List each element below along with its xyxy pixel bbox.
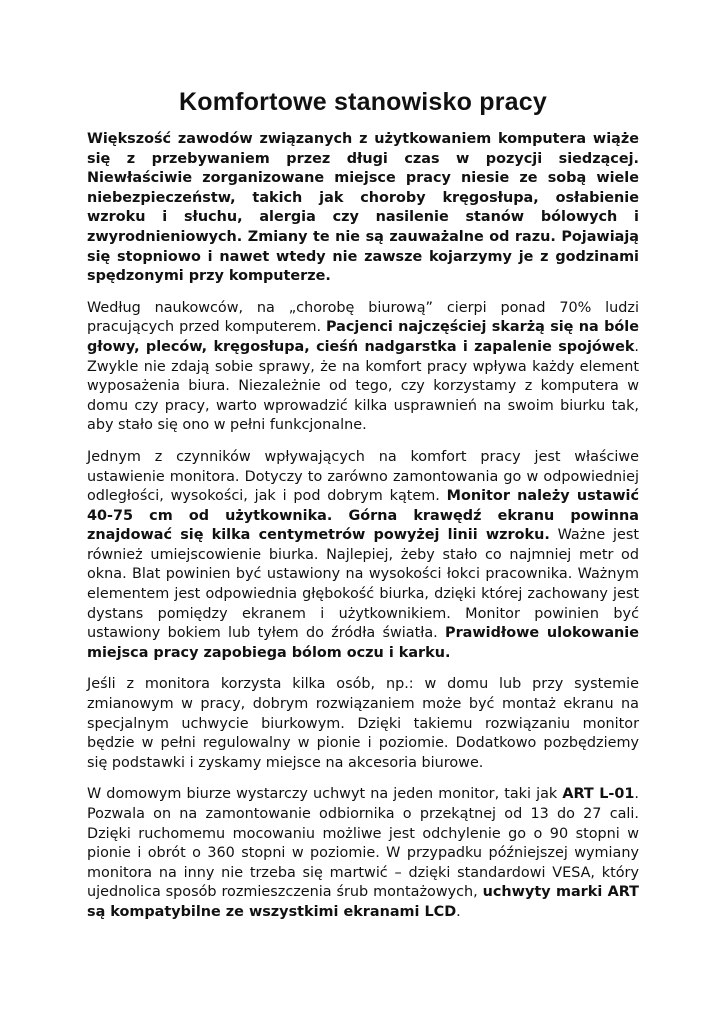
product-name: ART L-01	[562, 786, 635, 803]
paragraph-text: W domowym biurze wystarczy uchwyt na jeden monitor, taki jak	[87, 786, 563, 803]
paragraph-text: . Pozwala on na zamontowanie odbiornika o przekątnej od 13 do 27 cali. Dzięki ruchomemu mocowaniu możliwe jest odchylenie go o 90 stopni w pionie i obrót o 360 stopni w poziomie. W przypadku późniejszej wymiany monitora na inny nie trzeba się martwić – dzięki standardowi VESA, który ujednolica sposób rozmieszczenia śrub montażowych,	[87, 786, 639, 901]
paragraph-bold-text: Pacjenci najczęściej skarżą się na bóle głowy, pleców, kręgosłupa, cieśń nadgarstka i zapalenie spojówek	[87, 319, 640, 355]
paragraph-office-disease	[87, 299, 639, 436]
intro-paragraph: Większość zawodów związanych z użytkowaniem komputera wiąże się z przebywaniem przez długi czas w pozycji siedzącej. Niewłaściwie zorganizowane miejsce pracy niesie ze sobą wiele niebezpieczeństw, takich jak choroby kręgosłupa, osłabienie wzroku i słuchu, alergia czy nasilenie stanów bólowych i zwyrodnieniowych. Zmiany te nie są zauważalne od razu. Pojawiają się stopniowo i nawet wtedy nie zawsze kojarzymy je z godzinami spędzonymi przy komputerze.	[87, 131, 639, 285]
paragraph-monitor-position	[87, 448, 639, 664]
paragraph-text: Jednym z czynników wpływających na komfort pracy jest właściwe ustawienie monitora. Dotyczy to zarówno zamontowania go w odpowiedniej odległości, wysokości, jak i pod dobrym kątem.	[87, 448, 639, 505]
paragraph-bold-text: uchwyty marki ART są kompatybilne ze wszystkimi ekranami LCD	[87, 884, 639, 920]
paragraph-bold-text: Monitor należy ustawić 40-75 cm od użytkownika. Górna krawędź ekranu powinna znajdować się kilka centymetrów powyżej linii wzroku.	[87, 488, 639, 544]
paragraph-desk-mount: Jeśli z monitora korzysta kilka osób, np.: w domu lub przy systemie zmianowym w pracy, dobrym rozwiązaniem może być montaż ekranu na specjalnym uchwycie biurkowym. Dzięki takiemu rozwiązaniu monitor będzie w pełni regulowalny w pionie i poziomie. Dodatkowo pozbędziemy się podstawki i zyskamy miejsce na akcesoria biurowe.	[87, 676, 639, 771]
paragraph-text: . Zwykle nie zdają sobie sprawy, że na komfort pracy wpływa każdy element wyposażenia biura. Niezależnie od tego, czy korzystamy z komputera w domu czy pracy, warto wprowadzić kilka usprawnień na swoim biurku tak, aby stało się ono w pełni funkcjonalne.	[87, 338, 639, 434]
paragraph-text: Według naukowców, na „chorobę biurową” cierpi ponad 70% ludzi pracujących przed komputerem.	[87, 299, 639, 336]
document-title: Komfortowe stanowisko pracy	[179, 88, 547, 116]
paragraph-text: .	[456, 903, 461, 920]
paragraph-art-holder	[87, 785, 639, 922]
paragraph-text: Ważne jest również umiejscowienie biurka. Najlepiej, żeby stało co najmniej metr od okna. Blat powinien być ustawiony na wysokości łokci pracownika. Ważnym elementem jest odpowiednia głębokość biurka, dzięki której zachowany jest dystans pomiędzy ekranem i użytkownikiem. Monitor powinien być ustawiony bokiem lub tyłem do źródła światła.	[87, 527, 639, 642]
document-page	[87, 84, 639, 935]
paragraph-bold-text: Prawidłowe ulokowanie miejsca pracy zapobiega bólom oczu i karku.	[87, 625, 639, 661]
